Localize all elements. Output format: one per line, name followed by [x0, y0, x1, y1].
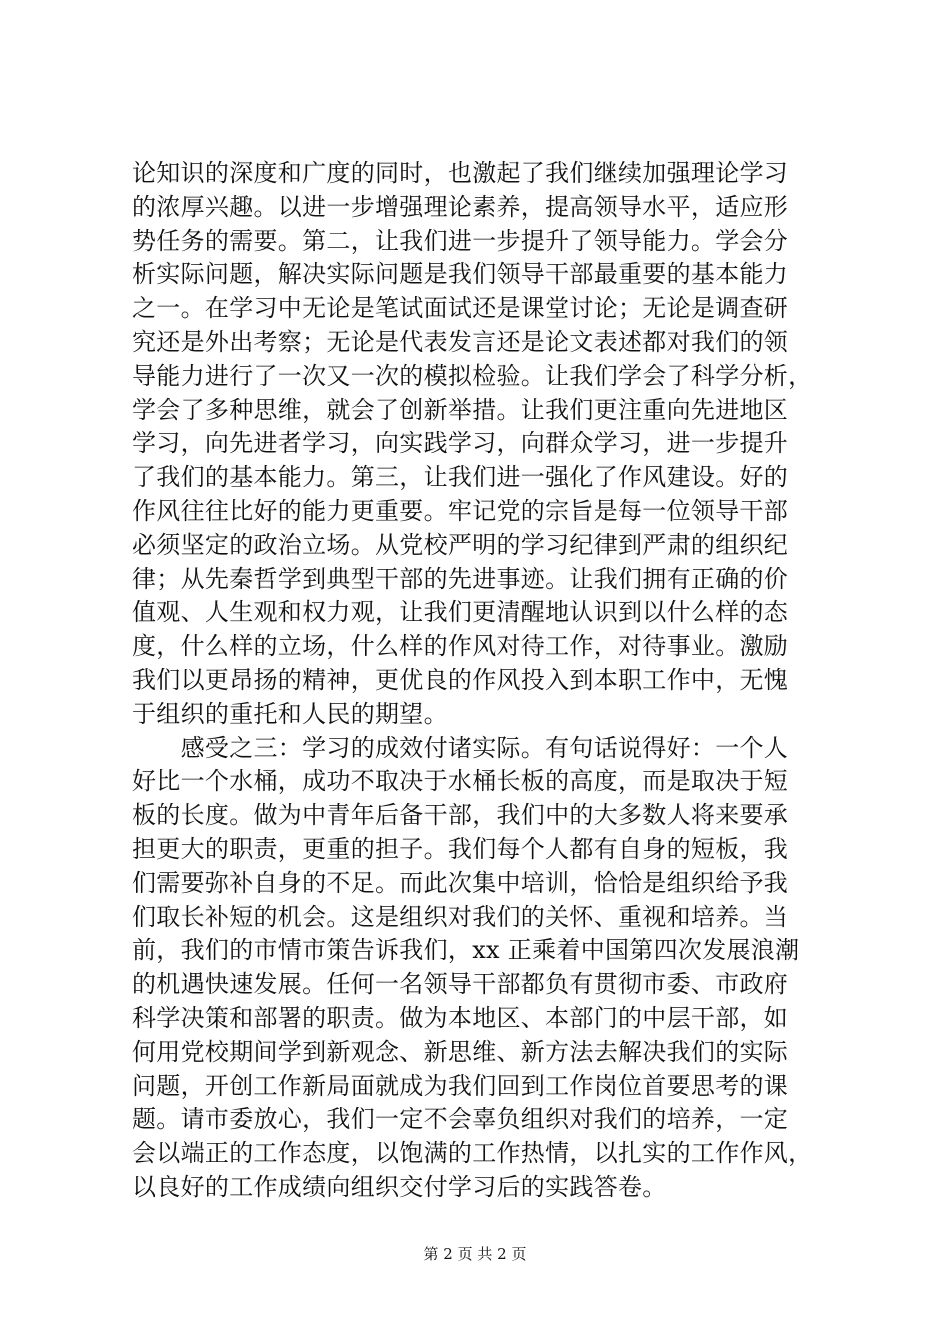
text-line: 势任务的需要。第二，让我们进一步提升了领导能力。学会分 — [132, 226, 789, 255]
text-line: 学习，向先进者学习，向实践学习，向群众学习，进一步提升 — [132, 429, 789, 458]
text-line: 值观、人生观和权力观，让我们更清醒地认识到以什么样的态 — [132, 598, 789, 627]
text-line: 学会了多种思维，就会了创新举措。让我们更注重向先进地区 — [132, 395, 789, 424]
body-text — [132, 157, 862, 1205]
text-line: 的浓厚兴趣。以进一步增强理论素养，提高领导水平，适应形 — [132, 192, 789, 221]
page-number-label: 第 2 页 共 2 页 — [423, 1245, 527, 1263]
text-line: 我们以更昂扬的精神，更优良的作风投入到本职工作中，无愧 — [132, 665, 789, 694]
text-line: 题。请市委放心，我们一定不会辜负组织对我们的培养，一定 — [132, 1105, 789, 1134]
text-line: 担更大的职责，更重的担子。我们每个人都有自身的短板，我 — [132, 834, 789, 863]
text-line: 了我们的基本能力。第三，让我们进一强化了作风建设。好的 — [132, 463, 789, 492]
text-line: 科学决策和部署的职责。做为本地区、本部门的中层干部，如 — [132, 1003, 789, 1032]
text-line: 必须坚定的政治立场。从党校严明的学习纪律到严肃的组织纪 — [132, 530, 789, 559]
text-line: 究还是外出考察；无论是代表发言还是论文表述都对我们的领 — [132, 327, 789, 356]
text-line: 于组织的重托和人民的期望。 — [132, 699, 448, 728]
text-line: 律；从先秦哲学到典型干部的先进事迹。让我们拥有正确的价 — [132, 564, 789, 593]
text-line: 前，我们的市情市策告诉我们，xx 正乘着中国第四次发展浪潮 — [132, 936, 800, 965]
text-line: 会以端正的工作态度，以饱满的工作热情，以扎实的工作作风， — [132, 1139, 813, 1168]
text-line: 之一。在学习中无论是笔试面试还是课堂讨论；无论是调查研 — [132, 294, 789, 323]
text-line: 板的长度。做为中青年后备干部，我们中的大多数人将来要承 — [132, 801, 789, 830]
text-line: 度，什么样的立场，什么样的作风对待工作，对待事业。激励 — [132, 632, 789, 661]
text-line: 以良好的工作成绩向组织交付学习后的实践答卷。 — [132, 1172, 667, 1201]
text-line: 的机遇快速发展。任何一名领导干部都负有贯彻市委、市政府 — [132, 970, 789, 999]
text-line: 感受之三：学习的成效付诸实际。有句话说得好：一个人 — [132, 733, 789, 762]
text-line: 好比一个水桶，成功不取决于水桶长板的高度，而是取决于短 — [132, 767, 789, 796]
page-footer — [0, 1244, 950, 1264]
text-line: 作风往往比好的能力更重要。牢记党的宗旨是每一位领导干部 — [132, 496, 789, 525]
text-line: 何用党校期间学到新观念、新思维、新方法去解决我们的实际 — [132, 1037, 789, 1066]
text-line: 们取长补短的机会。这是组织对我们的关怀、重视和培养。当 — [132, 902, 789, 931]
text-line: 析实际问题，解决实际问题是我们领导干部最重要的基本能力 — [132, 260, 789, 289]
text-line: 论知识的深度和广度的同时，也激起了我们继续加强理论学习 — [132, 159, 789, 187]
text-line: 们需要弥补自身的不足。而此次集中培训，恰恰是组织给予我 — [132, 868, 789, 897]
text-line: 导能力进行了一次又一次的模拟检验。让我们学会了科学分析， — [132, 361, 813, 390]
text-line: 问题，开创工作新局面就成为我们回到工作岗位首要思考的课 — [132, 1071, 789, 1100]
